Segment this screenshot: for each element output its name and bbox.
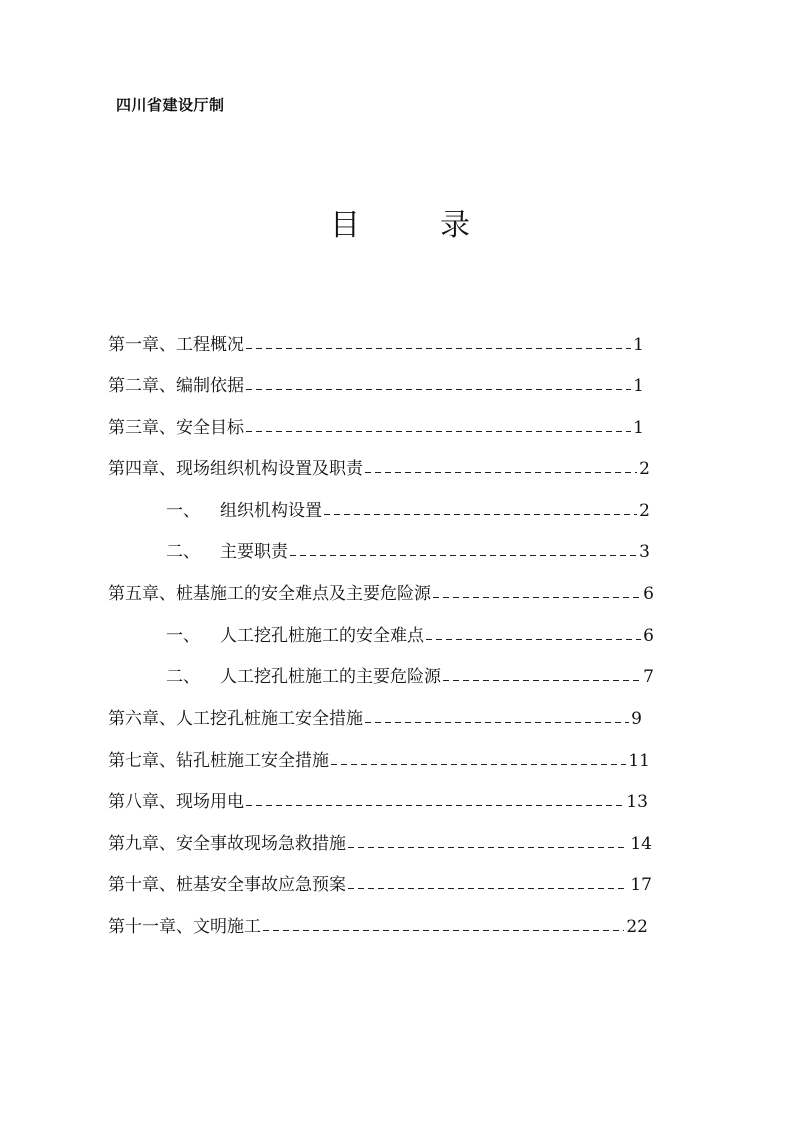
toc-leader [263,930,624,931]
toc-subentry[interactable] [166,537,650,567]
toc-entry[interactable] [108,330,644,360]
toc-subentry[interactable] [166,621,654,651]
toc-entry-page: 1 [633,376,644,396]
toc-entry-page: 2 [639,501,650,521]
toc-entry-page: 3 [639,542,650,562]
toc-entry[interactable] [108,704,642,734]
toc-entry-page: 7 [643,667,654,687]
toc-entry-label: 组织机构设置 [220,501,322,521]
toc-entry[interactable] [108,413,644,443]
toc-entry-label: 主要职责 [220,542,288,562]
toc-leader [443,680,641,681]
toc-entry-page: 11 [628,751,650,771]
toc-subentry[interactable] [166,662,654,692]
toc-entry-label: 第十一章、文明施工 [108,917,261,937]
toc-entry-label: 第三章、安全目标 [108,418,244,438]
toc-title-char-1: 目 [330,208,360,243]
toc-leader [324,514,637,515]
toc-entry[interactable] [108,787,648,817]
toc-subentry-number: 二、 [166,667,200,687]
toc-entry-label: 第七章、钻孔桩施工安全措施 [108,751,329,771]
toc-entry[interactable] [108,829,652,859]
toc-leader [246,348,631,349]
toc-leader [426,639,641,640]
toc-entry-label: 第九章、安全事故现场急救措施 [108,834,346,854]
toc-subentry-number: 一、 [166,501,200,521]
toc-leader [290,555,637,556]
toc-entry-page: 6 [643,584,654,604]
toc-entry-label: 第十章、桩基安全事故应急预案 [108,875,346,895]
toc-leader [331,764,626,765]
toc-entry[interactable] [108,746,650,776]
toc-entry-page: 14 [630,834,652,854]
toc-entry-page: 17 [630,875,652,895]
toc-entry-page: 13 [626,792,648,812]
toc-entry-label: 人工挖孔桩施工的安全难点 [220,626,424,646]
toc-entry-label: 人工挖孔桩施工的主要危险源 [220,667,441,687]
toc-entry-label: 第八章、现场用电 [108,792,244,812]
toc-leader [246,805,624,806]
toc-title [0,200,794,244]
toc-entry[interactable] [108,454,650,484]
toc-leader [365,722,629,723]
toc-entry-label: 第五章、桩基施工的安全难点及主要危险源 [108,584,431,604]
toc-leader [348,847,628,848]
toc-entry-page: 2 [639,459,650,479]
toc-entry[interactable] [108,371,644,401]
toc-leader [433,597,641,598]
toc-entry-label: 第一章、工程概况 [108,335,244,355]
toc-title-char-2: 录 [440,208,470,243]
toc-subentry-number: 一、 [166,626,200,646]
toc-entry-page: 1 [633,418,644,438]
toc-leader [246,431,631,432]
toc-subentry[interactable] [166,496,650,526]
toc-entry-label: 第二章、编制依据 [108,376,244,396]
toc-entry-label: 第四章、现场组织机构设置及职责 [108,459,363,479]
toc-leader [365,472,637,473]
toc-leader [348,888,628,889]
toc-entry-label: 第六章、人工挖孔桩施工安全措施 [108,709,363,729]
toc-entry[interactable] [108,870,652,900]
toc-entry-page: 1 [633,335,644,355]
toc-entry[interactable] [108,912,648,942]
toc-entry-page: 6 [643,626,654,646]
toc-entry-page: 22 [626,917,648,937]
toc-entry-page: 9 [631,709,642,729]
toc-entry[interactable] [108,579,654,609]
toc-subentry-number: 二、 [166,542,200,562]
toc-leader [246,389,631,390]
issuer-label: 四川省建设厅制 [116,96,225,114]
